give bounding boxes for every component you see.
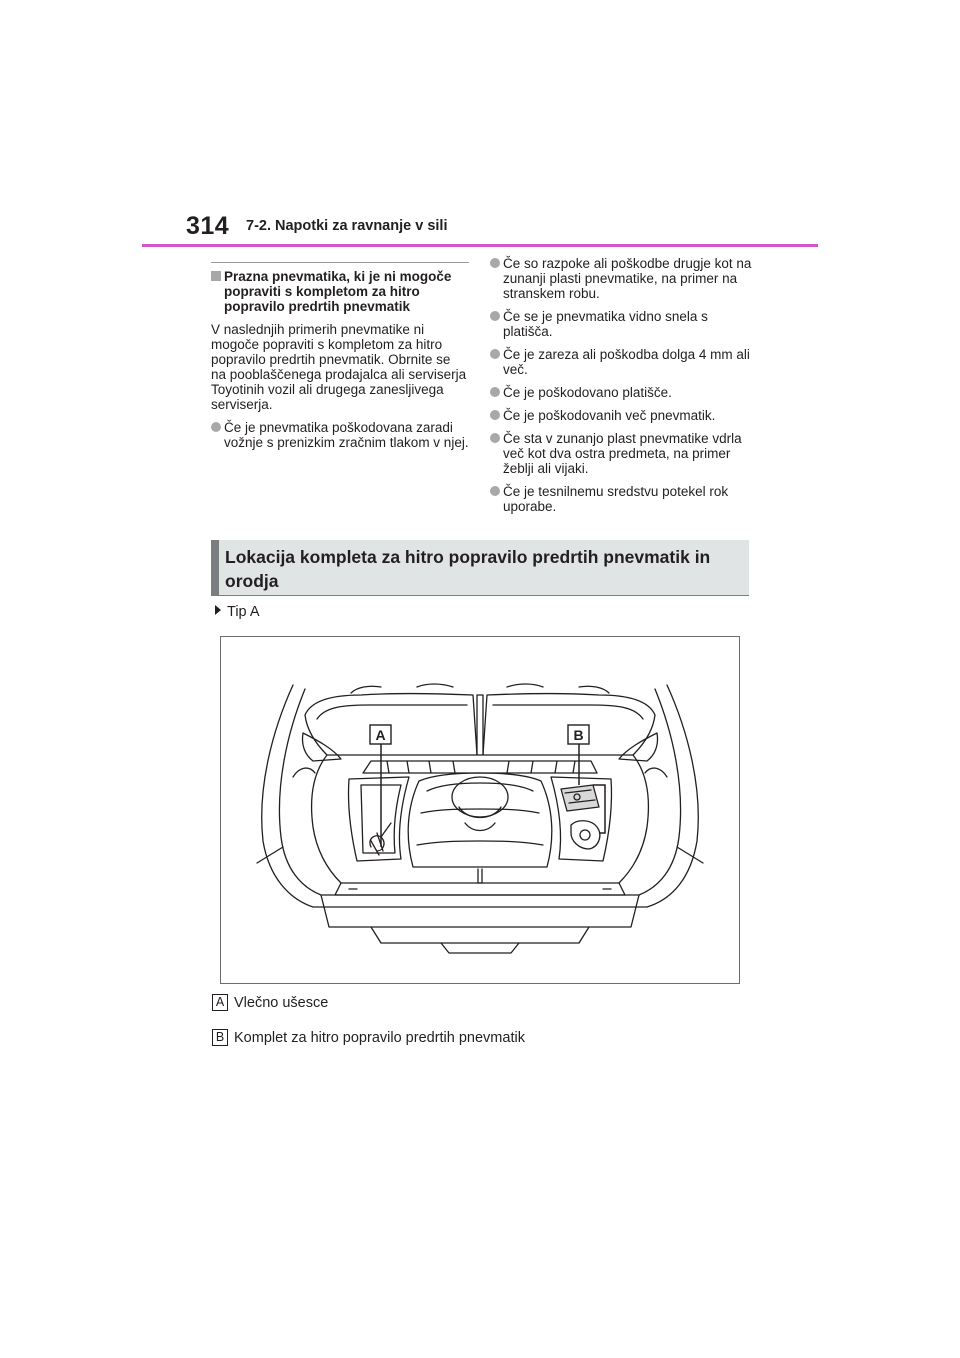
- subheading: [211, 269, 469, 314]
- trunk-drawing: [221, 637, 739, 983]
- bullet-text: Če je poškodovanih več pnevmatik.: [503, 408, 716, 423]
- circle-bullet-icon: [490, 387, 500, 397]
- legend-item-b: [212, 1029, 525, 1046]
- bullet-item: [490, 484, 752, 514]
- callout-b: B: [573, 727, 584, 743]
- bullet-text: Če je pnevmatika poškodovana zaradi vožnje s prenizkim zračnim tlakom v njej.: [224, 420, 469, 450]
- circle-bullet-icon: [490, 311, 500, 321]
- bullet-item: [490, 408, 752, 423]
- legend-text-a: Vlečno ušesce: [234, 994, 329, 1011]
- section-heading-underline: [211, 595, 749, 596]
- circle-bullet-icon: [490, 433, 500, 443]
- section-title: 7-2. Napotki za ravnanje v sili: [246, 218, 448, 234]
- circle-bullet-icon: [490, 410, 500, 420]
- left-column: [211, 262, 469, 458]
- bullet-item: [211, 420, 469, 450]
- bullet-text: Če je zareza ali poškodba dolga 4 mm ali več.: [503, 347, 750, 377]
- bullet-text: Če se je pnevmatika vidno snela s platišča.: [503, 309, 708, 339]
- bullet-item: [490, 347, 752, 377]
- bullet-text: Če je tesnilnemu sredstvu potekel rok uporabe.: [503, 484, 729, 514]
- circle-bullet-icon: [211, 422, 221, 432]
- column-divider: [211, 262, 469, 263]
- legend-key-a: A: [212, 994, 228, 1011]
- bullet-text: Če so razpoke ali poškodbe drugje kot na zunanji plasti pnevmatike, na primer na stranskem robu.: [503, 256, 752, 301]
- bullet-item: [490, 385, 752, 400]
- subheading-text: Prazna pnevmatika, ki je ni mogoče popraviti s kompletom za hitro popravilo predrtih pnevmatik: [224, 269, 452, 314]
- section-heading: Lokacija kompleta za hitro popravilo predrtih pnevmatik in orodja: [225, 547, 711, 591]
- intro-paragraph: V naslednjih primerih pnevmatike ni mogoče popraviti s kompletom za hitro popravilo predrtih pnevmatik. Obrnite se na pooblaščenega prodajalca ali serviserja Toyotinih vozil ali drugega zanesljivega serviserja.: [211, 322, 467, 412]
- circle-bullet-icon: [490, 486, 500, 496]
- type-label-text: Tip A: [227, 604, 260, 620]
- legend-item-a: [212, 994, 328, 1011]
- right-column: [490, 256, 752, 522]
- bullet-item: [490, 256, 752, 301]
- bullet-item: [490, 309, 752, 339]
- triangle-arrow-icon: [215, 605, 221, 615]
- circle-bullet-icon: [490, 258, 500, 268]
- legend-key-b: B: [212, 1029, 228, 1046]
- circle-bullet-icon: [490, 349, 500, 359]
- bullet-text: Če sta v zunanjo plast pnevmatike vdrla več kot dva ostra predmeta, na primer žeblji ali vijaki.: [503, 431, 742, 476]
- header-rule: [142, 244, 818, 247]
- section-heading-accent-bar: [211, 540, 219, 595]
- square-bullet-icon: [211, 271, 221, 281]
- page-number: 314: [186, 212, 230, 240]
- type-label: [215, 604, 260, 620]
- bullet-item: [490, 431, 752, 476]
- callout-a: A: [375, 727, 386, 743]
- bullet-text: Če je poškodovano platišče.: [503, 385, 672, 400]
- trunk-illustration: [220, 636, 740, 984]
- legend-text-b: Komplet za hitro popravilo predrtih pnevmatik: [234, 1029, 525, 1046]
